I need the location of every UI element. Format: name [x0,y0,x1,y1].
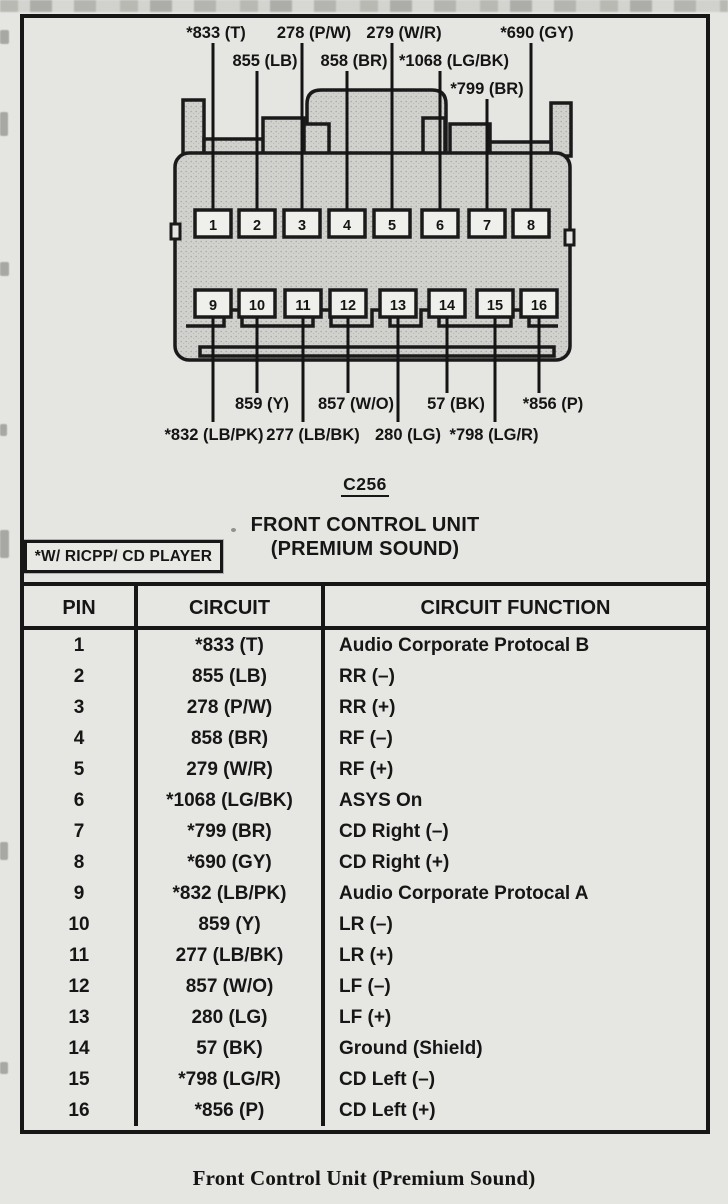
scan-noise-strip [0,0,728,12]
pinout-table [20,582,710,1134]
connector-id-text: C256 [341,474,389,497]
wire-label: 855 (LB) [232,52,298,70]
wire-label: 57 (BK) [427,395,485,413]
circuit-cell: 278 (P/W) [138,692,325,723]
housing-left-tab [183,100,204,156]
side-notch-right [565,230,574,245]
pin-number: 13 [389,298,407,314]
circuit-cell: 858 (BR) [138,723,325,754]
function-cell: Audio Corporate Protocal A [339,883,589,904]
pin-cell: 11 [24,940,138,971]
pin-cell: 6 [24,785,138,816]
pin-number: 5 [387,218,397,234]
wire-label: 859 (Y) [234,395,290,413]
scan-smudge [0,842,8,860]
pin-cell: 7 [24,816,138,847]
connector-id-title [20,474,710,495]
wire-label: *798 (LG/R) [449,426,539,444]
scan-smudge [0,30,9,44]
top-wire-labels [186,24,573,98]
pin-cell: 15 [24,1064,138,1095]
scan-smudge [0,112,8,136]
connector-drawing [20,14,710,460]
pin-number: 4 [342,218,352,234]
wire-label: *833 (T) [186,24,246,42]
pin-cell: 8 [24,847,138,878]
function-cell: CD Left (–) [339,1069,436,1090]
circuit-cell: 859 (Y) [138,909,325,940]
pin-cell: 5 [24,754,138,785]
pin-number: 8 [526,218,536,234]
figure-caption: Front Control Unit (Premium Sound) [192,1166,536,1190]
function-cell: LF (+) [339,1007,392,1028]
wire-label: *856 (P) [522,395,584,413]
function-cell: CD Left (+) [339,1100,436,1121]
circuit-cell: 279 (W/R) [138,754,325,785]
scan-smudge [0,1062,8,1074]
circuit-cell: 857 (W/O) [138,971,325,1002]
pin-number: 9 [208,298,218,314]
wire-label: 278 (P/W) [276,24,352,42]
circuit-cell: 855 (LB) [138,661,325,692]
pin-number: 1 [208,218,218,234]
function-cell: Audio Corporate Protocal B [339,635,590,656]
pin-number: 14 [438,298,456,314]
pin-number: 2 [252,218,262,234]
circuit-cell: *1068 (LG/BK) [138,785,325,816]
wire-label: *799 (BR) [450,80,524,98]
wire-label: 858 (BR) [320,52,388,70]
function-cell: Ground (Shield) [339,1038,483,1059]
ricpp-note-box: *W/ RICPP/ CD PLAYER [24,540,223,573]
wire-label: 277 (LB/BK) [266,426,360,444]
pin-cell: 2 [24,661,138,692]
scan-smudge [0,262,9,276]
pin-number: 3 [297,218,307,234]
function-cell: RR (–) [339,666,395,687]
pin-number: 16 [530,298,548,314]
function-cell: CD Right (+) [339,852,450,873]
wire-label: *832 (LB/PK) [164,426,264,444]
column-header-circuit: CIRCUIT [138,586,325,630]
function-cell: LR (–) [339,914,393,935]
scan-smudge [0,424,7,436]
pin-cell: 16 [24,1095,138,1126]
unit-title-line1: FRONT CONTROL UNIT [250,514,480,536]
function-cell: LF (–) [339,976,391,997]
function-cell: CD Right (–) [339,821,449,842]
bottom-wire-labels [164,395,583,444]
pin-number: 7 [482,218,492,234]
pin-cell: 9 [24,878,138,909]
pin-cell: 4 [24,723,138,754]
wire-label: 857 (W/O) [317,395,395,413]
housing-step [423,118,445,157]
connector-body [175,153,570,360]
pin-cell: 14 [24,1033,138,1064]
circuit-cell: *833 (T) [138,630,325,661]
pin-cell: 3 [24,692,138,723]
wire-label: *690 (GY) [500,24,574,42]
pin-cell: 10 [24,909,138,940]
pin-number: 11 [295,298,311,314]
pin-cell: 1 [24,630,138,661]
function-cell: LR (+) [339,945,394,966]
circuit-cell: *856 (P) [138,1095,325,1126]
wire-label: *1068 (LG/BK) [398,52,510,70]
circuit-cell: *832 (LB/PK) [138,878,325,909]
function-cell: RF (+) [339,759,394,780]
function-cell: RR (+) [339,697,396,718]
housing-right-tab [551,103,571,156]
column-header-pin: PIN [24,586,138,630]
pin-cell: 12 [24,971,138,1002]
circuit-cell: *690 (GY) [138,847,325,878]
pin-number: 15 [486,298,504,314]
scan-smudge [0,530,9,558]
circuit-cell: 280 (LG) [138,1002,325,1033]
circuit-cell: 57 (BK) [138,1033,325,1064]
pin-number: 6 [435,218,445,234]
column-header-circuit-function: CIRCUIT FUNCTION [325,586,706,630]
circuit-cell: *798 (LG/R) [138,1064,325,1095]
side-notch-left [171,224,180,239]
pin-cell: 13 [24,1002,138,1033]
wire-label: 280 (LG) [374,426,442,444]
unit-title-line2: (PREMIUM SOUND) [270,538,460,560]
pin-number: 12 [339,298,357,314]
pin-number: 10 [248,298,266,314]
circuit-cell: 277 (LB/BK) [138,940,325,971]
housing-step [263,118,304,157]
bottom-bar [200,347,554,356]
function-cell: RF (–) [339,728,393,749]
circuit-cell: *799 (BR) [138,816,325,847]
wire-label: 279 (W/R) [366,24,442,42]
function-cell: ASYS On [339,790,423,811]
